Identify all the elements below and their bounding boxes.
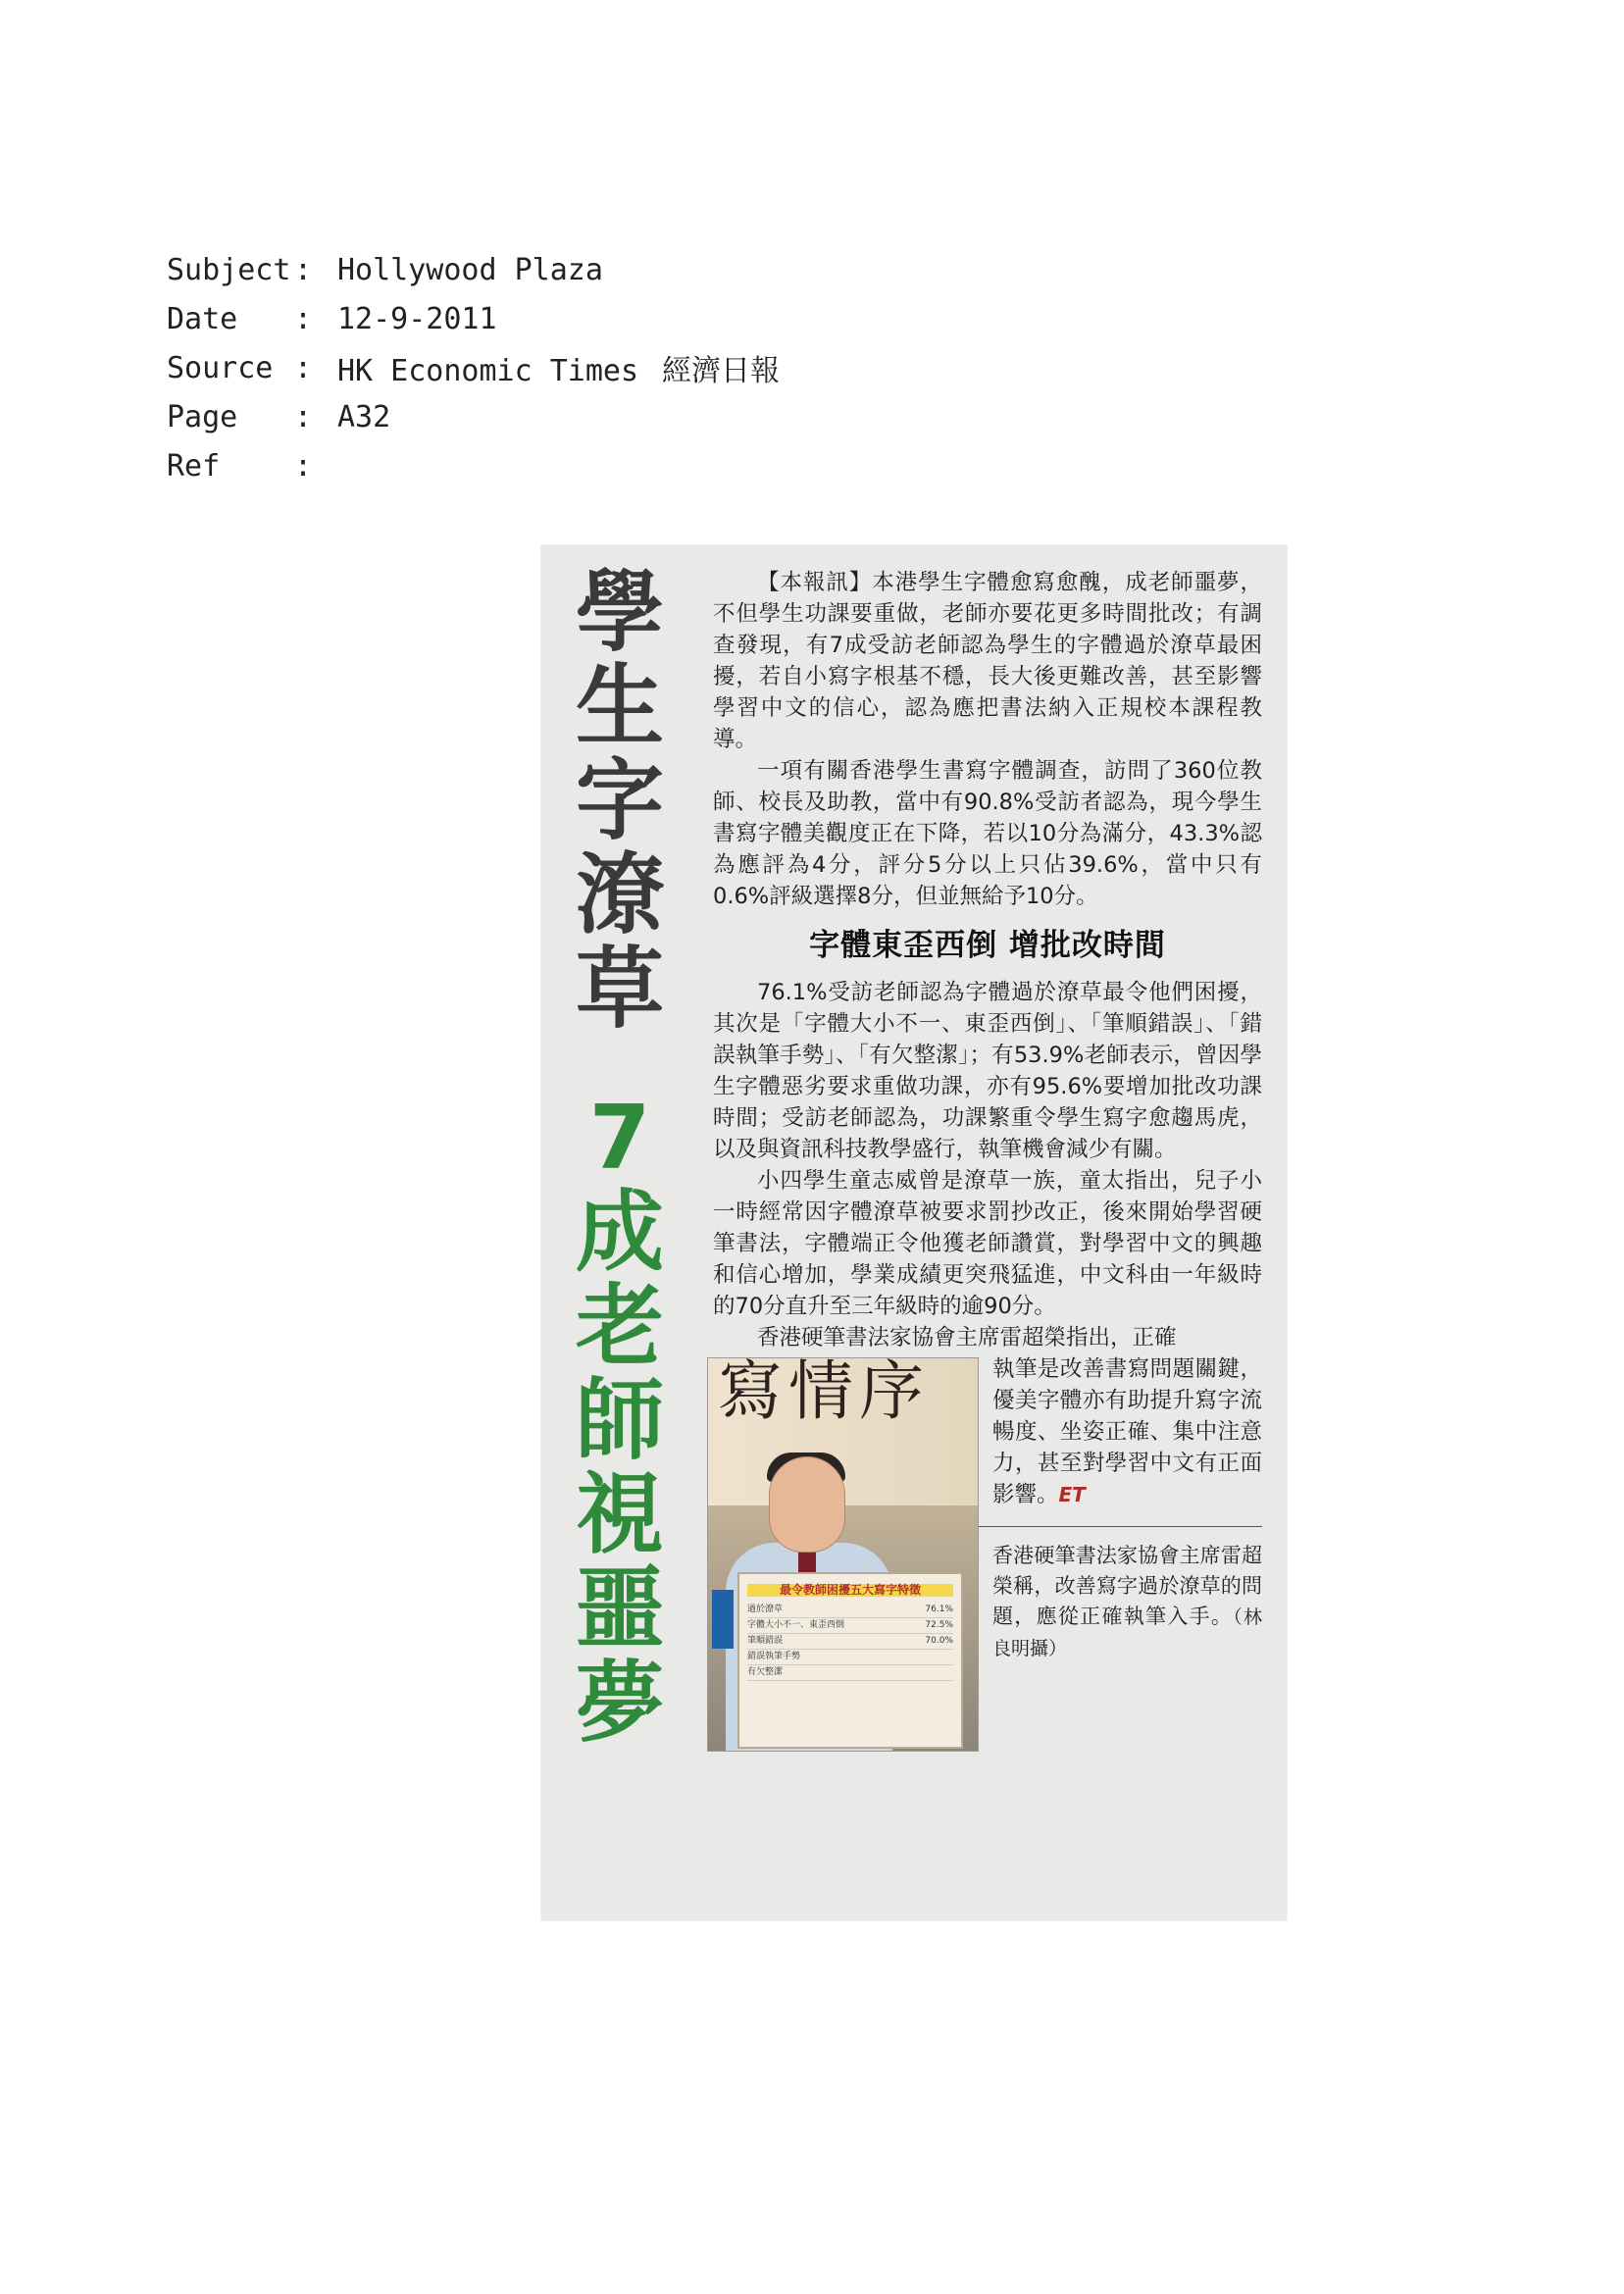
headline-char: 夢	[576, 1652, 664, 1755]
article-subheading: 字體東歪西倒 增批改時間	[809, 928, 1166, 963]
meta-colon: :	[294, 252, 313, 287]
article-paragraph: 香港硬筆書法家協會主席雷超榮指出，正確	[757, 1325, 1177, 1351]
article-text: 執筆是改善書寫問題關鍵，優美字體亦有助提升寫字流暢度、坐姿正確、集中注意力，甚至對學習中文有正面影響。	[992, 1356, 1262, 1507]
headline-char: 字	[576, 749, 664, 852]
photo-credit: （林良明攝）	[992, 1606, 1262, 1659]
headline-char: 老	[576, 1275, 664, 1378]
newspaper-clipping	[541, 545, 1287, 1920]
meta-colon: :	[294, 448, 313, 484]
headline-char: 生	[576, 655, 664, 758]
board-pct: 72.5%	[925, 1620, 953, 1630]
article-paragraph: 【本報訊】本港學生字體愈寫愈醜，成老師噩夢，不但學生功課要重做，老師亦要花更多時間批改；有調查發現，有7成受訪老師認為學生的字體過於潦草最困擾，若自小寫字根基不穩，長大後更難改善，甚至影響學習中文的信心，認為應把書法納入正規校本課程教導。	[713, 570, 1262, 752]
article-body	[713, 567, 1262, 1758]
headline-char: 7	[588, 1087, 651, 1190]
photo-badge	[712, 1590, 734, 1649]
source-name-cn: 經濟日報	[662, 354, 781, 388]
photo-and-text	[713, 1353, 1262, 1677]
board-item: 錯誤執筆手勢	[747, 1652, 801, 1661]
headline-char: 學	[576, 561, 664, 664]
headline-char: 草	[576, 938, 664, 1041]
meta-colon: :	[294, 399, 313, 434]
clipping-metadata	[167, 245, 780, 490]
headline-char: 潦	[576, 843, 664, 946]
board-pct: 70.0%	[925, 1636, 953, 1646]
headline-char: 視	[576, 1463, 664, 1566]
meta-row-source	[167, 343, 780, 392]
board-item: 過於潦草	[747, 1605, 784, 1614]
meta-label: Page	[167, 399, 238, 434]
board-row	[747, 1650, 953, 1665]
meta-value: 12-9-2011	[337, 301, 497, 336]
photo-person-head	[769, 1456, 845, 1553]
headline-line-1	[571, 561, 669, 1041]
photo-survey-board	[737, 1572, 963, 1749]
board-row	[747, 1603, 953, 1618]
headline-line-2	[571, 1087, 669, 1755]
source-name-en: HK Economic Times	[337, 354, 639, 388]
photo-calligraphy: 寫情序	[718, 1357, 930, 1429]
article-paragraph: 76.1%受訪老師認為字體過於潦草最令他們困擾，其次是「字體大小不一、東歪西倒」、「筆順錯誤」、「錯誤執筆手勢」、「有欠整潔」；有53.9%老師表示，曾因學生字體惡劣要求重做功課，亦有95.6%要增加批改功課時間；受訪老師認為，功課繁重令學生寫字愈趨馬虎，以及與資訊科技教學盛行，執筆機會減少有關。	[713, 980, 1262, 1162]
et-logo-mark: ET	[1058, 1483, 1086, 1506]
board-title: 最令教師困擾五大寫字特徵	[747, 1584, 953, 1597]
article-paragraph: 小四學生童志威曾是潦草一族，童太指出，兒子小一時經常因字體潦草被要求罰抄改正，後來開始學習硬筆書法，字體端正令他獲老師讚賞，對學習中文的興趣和信心增加，學業成績更突飛猛進，中文科由一年級時的70分直升至三年級時的逾90分。	[713, 1168, 1262, 1319]
board-row	[747, 1618, 953, 1634]
board-item: 字體大小不一、東歪西倒	[747, 1620, 845, 1630]
meta-label: Source	[167, 350, 274, 385]
meta-colon: :	[294, 301, 313, 336]
board-pct: 76.1%	[925, 1605, 953, 1614]
meta-value: A32	[337, 399, 391, 434]
meta-row-ref	[167, 441, 780, 490]
board-row	[747, 1665, 953, 1681]
meta-row-page	[167, 392, 780, 441]
meta-value: Hollywood Plaza	[337, 252, 603, 287]
meta-row-date	[167, 294, 780, 343]
board-item: 有欠整潔	[747, 1667, 784, 1677]
headline-char: 噩	[576, 1557, 664, 1660]
board-item: 筆順錯誤	[747, 1636, 784, 1646]
article-paragraph: 一項有關香港學生書寫字體調查，訪問了360位教師、校長及助教，當中有90.8%受訪者認為，現今學生書寫字體美觀度正在下降，若以10分為滿分，43.3%認為應評為4分，評分5分以上只佔39.6%，當中只有0.6%評級選擇8分，但並無給予10分。	[713, 758, 1262, 909]
board-row	[747, 1634, 953, 1650]
meta-value	[337, 346, 780, 389]
headline-char: 師	[576, 1369, 664, 1472]
meta-colon: :	[294, 350, 313, 385]
headline-char: 成	[576, 1181, 664, 1284]
meta-row-subject	[167, 245, 780, 294]
article-photo	[707, 1357, 979, 1752]
headline	[571, 561, 669, 1755]
meta-label: Ref	[167, 448, 221, 484]
caption-text: 香港硬筆書法家協會主席雷超榮稱，改善寫字過於潦草的問題，應從正確執筆入手。	[992, 1544, 1262, 1628]
meta-label: Date	[167, 301, 238, 336]
meta-label: Subject	[167, 252, 291, 287]
